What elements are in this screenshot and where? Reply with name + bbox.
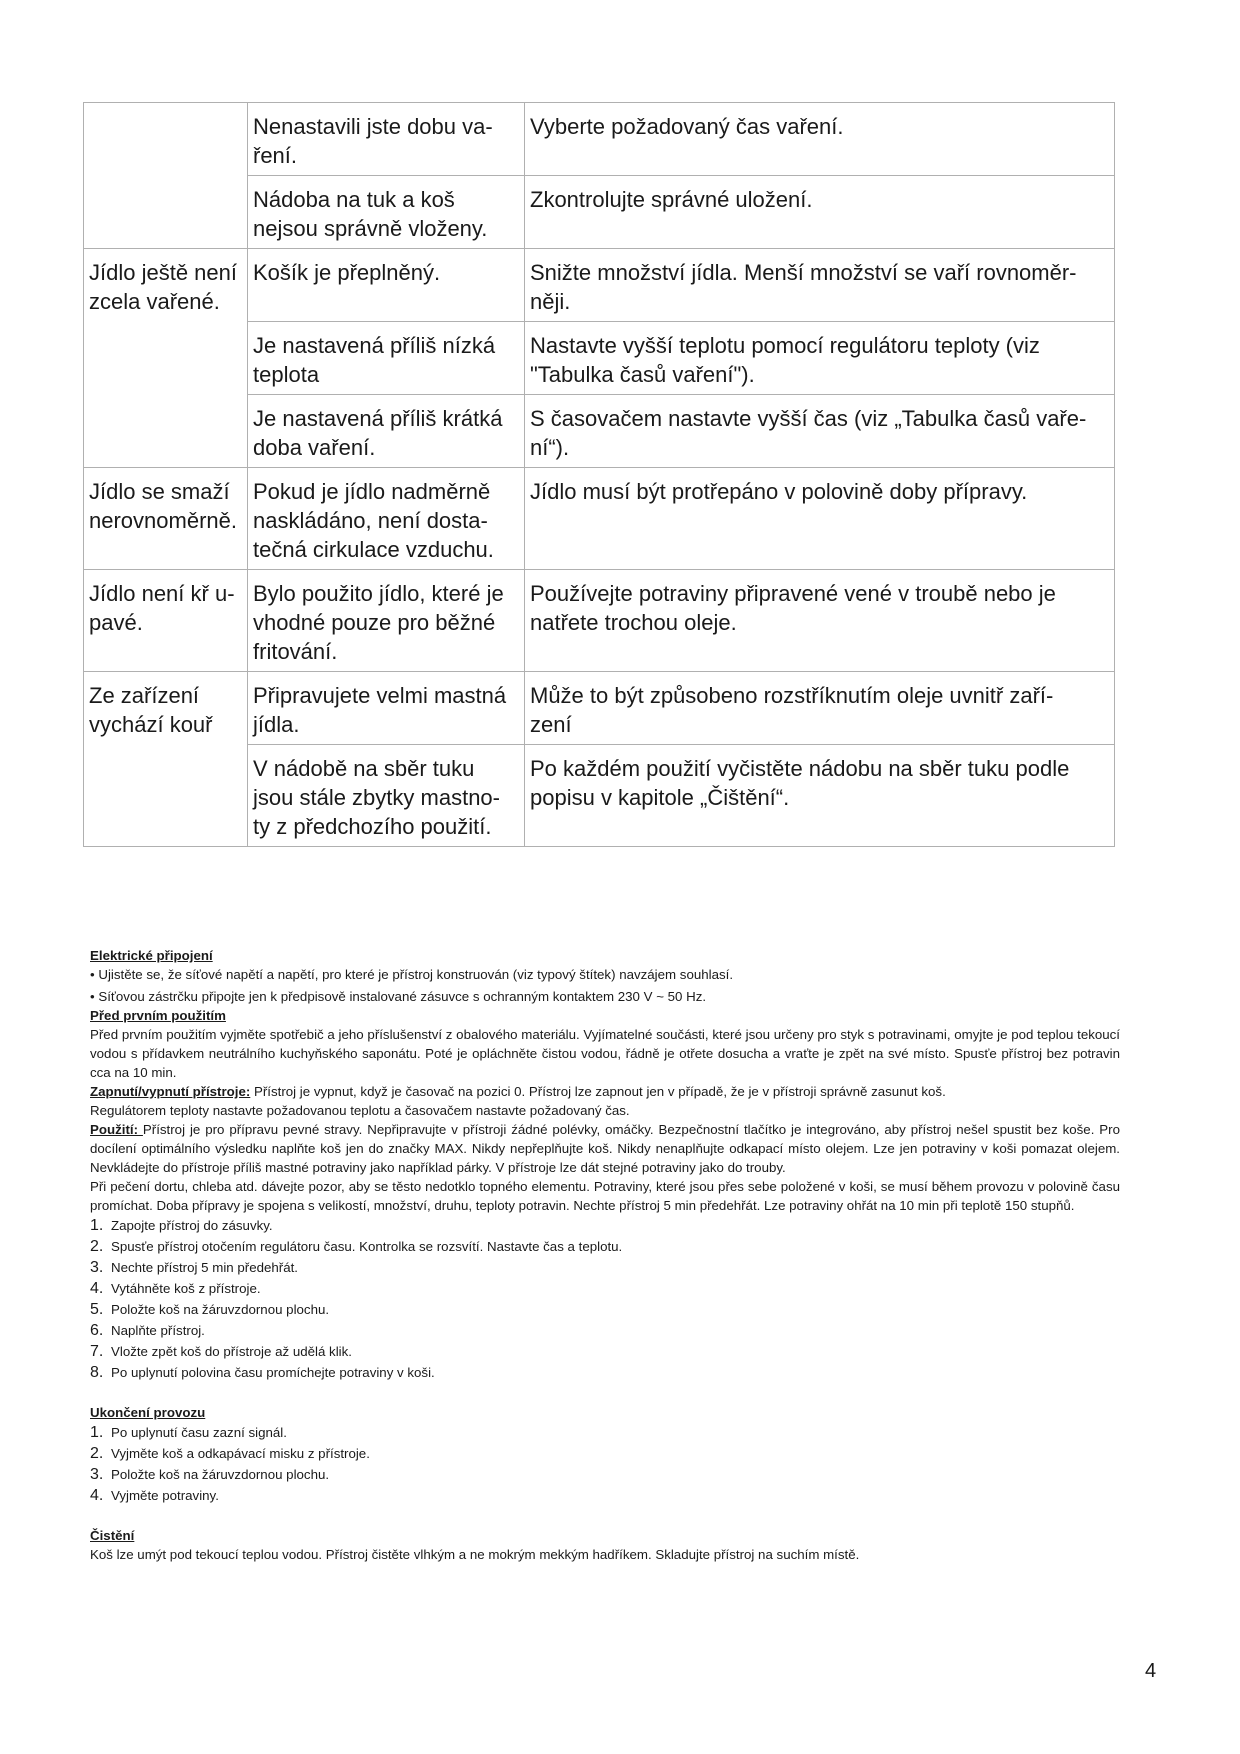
usage-steps <box>90 1215 1120 1383</box>
list-item: 2. Spusťe přístroj otočením regulátoru času. Kontrolka se rozsvítí. Nastavte čas a teplotu. <box>90 1238 623 1255</box>
usage-label: Použití: <box>90 1122 143 1137</box>
problem-cell <box>84 745 248 847</box>
end-steps <box>90 1422 1120 1506</box>
list-item: 2. Vyjměte koš a odkapávací misku z přístroje. <box>90 1445 370 1462</box>
usage-text: Přístroj je pro přípravu pevné stravy. Nepřipravujte v přístroji źádné polévky, omáčky. Bezpečnostní tlačítko je integrováno, aby přístroj nešel spustit bez koše. Pro docílení optimálního výsledku naplňte koš jen do značky MAX. Nikdy nepřeplňujte koš. Nikdy nenaplňujte odkapací místo olejem. Lze jen potraviny v koši pomazat olejem. Nevkládejte do přístroje příliš mastné potraviny jako například párky. V přístroje lze dát stejné potraviny jako do trouby. <box>90 1122 1120 1175</box>
cause-cell: Bylo použito jídlo, které je vhodné pouze pro běžné fritování. <box>248 570 525 672</box>
cause-cell: Nenastavili jste dobu va- ření. <box>248 103 525 176</box>
solution-cell: Po každém použití vyčistěte nádobu na sběr tuku podle popisu v kapitole „Čištění“. <box>525 745 1115 847</box>
electric-bullet: • Ujistěte se, že síťové napětí a napětí, pro které je přístroj konstruován (viz typový štítek) navzájem souhlasí. <box>90 967 734 982</box>
problem-cell: Jídlo není kř u- pavé. <box>84 570 248 672</box>
list-item: 7. Vložte zpět koš do přístroje až udělá klik. <box>90 1343 352 1360</box>
table-row <box>84 672 1115 745</box>
problem-cell <box>84 103 248 176</box>
switch-text: Přístroj je vypnut, když je časovač na pozici 0. Přístroj lze zapnout jen v případě, že je v přístroji správně zasunut koš. <box>250 1084 946 1099</box>
table-row <box>84 322 1115 395</box>
solution-cell: Nastavte vyšší teplotu pomocí regulátoru teploty (viz "Tabulka časů vaření"). <box>525 322 1115 395</box>
list-item: 1. Zapojte přístroj do zásuvky. <box>90 1217 273 1234</box>
instructions-section <box>90 946 1120 1564</box>
first-use-heading: Před prvním použitím <box>90 1008 226 1023</box>
cause-cell: Pokud je jídlo nadměrně naskládáno, není dosta- tečná cirkulace vzduchu. <box>248 468 525 570</box>
problem-cell <box>84 322 248 395</box>
usage-text: Při pečení dortu, chleba atd. dávejte pozor, aby se těsto nedotklo topného elementu. Potraviny, které jsou přes sebe položené v koši, se musí během provozu v polovině času promíchat. Doba přípravy je spojena s velikostí, množství, druhu, teploty potravin. Nechte přístroj 5 min předehřát. Lze potraviny ohřát na 10 min při teplotě 150 stupňů. <box>90 1179 1120 1213</box>
problem-cell <box>84 176 248 249</box>
problem-cell: Jídlo se smaží nerovnoměrně. <box>84 468 248 570</box>
table-row <box>84 745 1115 847</box>
solution-cell: S časovačem nastavte vyšší čas (viz „Tabulka časů vaře- ní“). <box>525 395 1115 468</box>
electric-heading: Elektrické připojení <box>90 948 213 963</box>
cleaning-text: Koš lze umýt pod tekoucí teplou vodou. Přístroj čistěte vlhkým a ne mokrým mekkým hadříkem. Skladujte přístroj na suchím místě. <box>90 1547 860 1562</box>
table-row <box>84 249 1115 322</box>
table-row <box>84 103 1115 176</box>
electric-bullet: • Síťovou zástrčku připojte jen k předpisově instalované zásuvce s ochranným kontaktem 230 V ~ 50 Hz. <box>90 989 707 1004</box>
solution-cell: Zkontrolujte správné uložení. <box>525 176 1115 249</box>
cause-cell: Je nastavená příliš nízká teplota <box>248 322 525 395</box>
solution-cell: Jídlo musí být protřepáno v polovině doby přípravy. <box>525 468 1115 570</box>
problem-cell <box>84 395 248 468</box>
list-item: 3. Položte koš na žáruvzdornou plochu. <box>90 1466 330 1483</box>
cause-cell: Košík je přeplněný. <box>248 249 525 322</box>
troubleshooting-table <box>83 102 1115 847</box>
problem-cell: Ze zařízení vychází kouř <box>84 672 248 745</box>
list-item: 8. Po uplynutí polovina času promíchejte potraviny v koši. <box>90 1364 435 1381</box>
cleaning-heading: Čistění <box>90 1528 135 1543</box>
list-item: 5. Položte koš na žáruvzdornou plochu. <box>90 1301 330 1318</box>
cause-cell: V nádobě na sběr tuku jsou stále zbytky mastno- ty z předchozího použití. <box>248 745 525 847</box>
problem-cell: Jídlo ještě není zcela vařené. <box>84 249 248 322</box>
list-item: 4. Vyjměte potraviny. <box>90 1487 219 1504</box>
list-item: 3. Nechte přístroj 5 min předehřát. <box>90 1259 298 1276</box>
switch-label: Zapnutí/vypnutí přístroje: <box>90 1084 251 1099</box>
cause-cell: Připravujete velmi mastná jídla. <box>248 672 525 745</box>
list-item: 4. Vytáhněte koš z přístroje. <box>90 1280 261 1297</box>
table-row <box>84 570 1115 672</box>
page-number: 4 <box>1145 1660 1157 1682</box>
cause-cell: Nádoba na tuk a koš nejsou správně vloženy. <box>248 176 525 249</box>
first-use-text: Před prvním použitím vyjměte spotřebič a jeho příslušenství z obalového materiálu. Vyjímatelné součásti, které jsou určeny pro styk s potravinami, omyjte je pod teplou tekoucí vodou s přídavkem neutrálního kuchyňského saponátu. Poté je opláchněte čistou vodou, řádně je otřete dosucha a vraťte je zpět na své místo. Spusťe přístroj bez potravin cca na 10 min. <box>90 1027 1120 1080</box>
table-row <box>84 176 1115 249</box>
list-item: 6. Naplňte přístroj. <box>90 1322 205 1339</box>
switch-text: Regulátorem teploty nastavte požadovanou teplotu a časovačem nastavte požadovaný čas. <box>90 1103 630 1118</box>
solution-cell: Může to být způsobeno rozstříknutím oleje uvnitř zaří- zení <box>525 672 1115 745</box>
solution-cell: Snižte množství jídla. Menší množství se vaří rovnoměr- něji. <box>525 249 1115 322</box>
list-item: 1. Po uplynutí času zazní signál. <box>90 1424 287 1441</box>
solution-cell: Vyberte požadovaný čas vaření. <box>525 103 1115 176</box>
cause-cell: Je nastavená příliš krátká doba vaření. <box>248 395 525 468</box>
solution-cell: Používejte potraviny připravené vené v troubě nebo je natřete trochou oleje. <box>525 570 1115 672</box>
table-row <box>84 468 1115 570</box>
end-heading: Ukončení provozu <box>90 1405 206 1420</box>
table-row <box>84 395 1115 468</box>
